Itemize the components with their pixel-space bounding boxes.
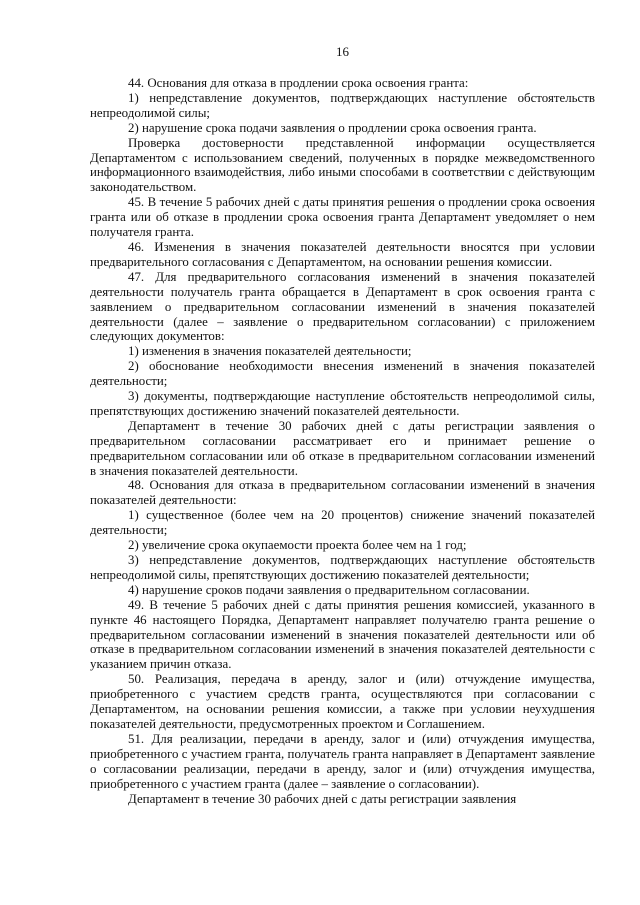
paragraph-47-item-3: 3) документы, подтверждающие наступление обстоятельств непреодолимой силы, препятствующих достижению значений показателей деятельности.	[90, 389, 595, 418]
document-body	[90, 76, 595, 806]
paragraph-47-item-2: 2) обоснование необходимости внесения изменений в значения показателей деятельности;	[90, 359, 595, 389]
paragraph-44-item-1: 1) непредставление документов, подтверждающих наступление обстоятельств непреодолимой силы;	[90, 90, 595, 120]
paragraph-verification: Проверка достоверности представленной информации осуществляется Департаментом с использованием сведений, полученных в порядке межведомственного информационного взаимодействия, либо иными способами в соответствии с действующим законодательством.	[90, 135, 595, 195]
paragraph-47-review: Департамент в течение 30 рабочих дней с даты регистрации заявления о предварительном согласовании рассматривает его и принимает решение о предварительном согласовании или об отказе в предварительном согласовании изменений в значения показателей деятельности.	[90, 418, 595, 478]
paragraph-48-item-4: 4) нарушение сроков подачи заявления о предварительном согласовании.	[128, 582, 530, 597]
page-number: 16	[336, 44, 349, 59]
paragraph-48-item-1: 1) существенное (более чем на 20 процентов) снижение значений показателей деятельности;	[90, 508, 595, 538]
paragraph-48-item-3: 3) непредставление документов, подтверждающих наступление обстоятельств непреодолимой силы, препятствующих достижению показателей деятельности;	[90, 553, 595, 582]
paragraph-51-review: Департамент в течение 30 рабочих дней с даты регистрации заявления	[128, 791, 517, 806]
paragraph-50: 50. Реализация, передача в аренду, залог и (или) отчуждение имущества, приобретенного с участием средств гранта, осуществляются при согласовании с Департаментом, на основании решения комиссии, а также при условии неухудшения показателей деятельности, предусмотренных проектом и Соглашением.	[90, 672, 595, 731]
paragraph-45: 45. В течение 5 рабочих дней с даты принятия решения о продлении срока освоения гранта или об отказе в продлении срока освоения гранта Департамент уведомляет о нем получателя гранта.	[90, 195, 595, 240]
paragraph-51: 51. Для реализации, передачи в аренду, залог и (или) отчуждения имущества, приобретенного с участием гранта, получатель гранта направляет в Департамент заявление о согласовании реализации, передачи в аренду, залог и (или) отчуждения имущества, приобретенного с участием гранта (далее – заявление о согласовании).	[90, 731, 595, 791]
paragraph-47-item-1: 1) изменения в значения показателей деятельности;	[128, 344, 412, 359]
paragraph-44-heading: 44. Основания для отказа в продлении срока освоения гранта:	[128, 76, 469, 90]
paragraph-46: 46. Изменения в значения показателей деятельности вносятся при условии предварительного согласования с Департаментом, на основании решения комиссии.	[90, 239, 595, 269]
paragraph-48-heading: 48. Основания для отказа в предварительном согласовании изменений в значения показателей деятельности:	[90, 478, 595, 508]
paragraph-48-item-2: 2) увеличение срока окупаемости проекта более чем на 1 год;	[128, 538, 467, 553]
paragraph-49: 49. В течение 5 рабочих дней с даты принятия решения комиссией, указанного в пункте 46 настоящего Порядка, Департамент направляет получателю гранта решение о предварительном согласовании изменений в значения показателей деятельности или об отказе в предварительном согласовании изменений в значения показателей деятельности с указанием причин отказа.	[90, 597, 595, 672]
paragraph-44-item-2: 2) нарушение срока подачи заявления о продлении срока освоения гранта.	[128, 120, 537, 135]
document-page	[90, 44, 595, 806]
paragraph-47: 47. Для предварительного согласования изменений в значения показателей деятельности получатель гранта обращается в Департамент в срок освоения гранта с заявлением о предварительном согласовании изменений в значения показателей деятельности (далее – заявление о предварительном согласовании) с приложением следующих документов:	[90, 269, 595, 344]
